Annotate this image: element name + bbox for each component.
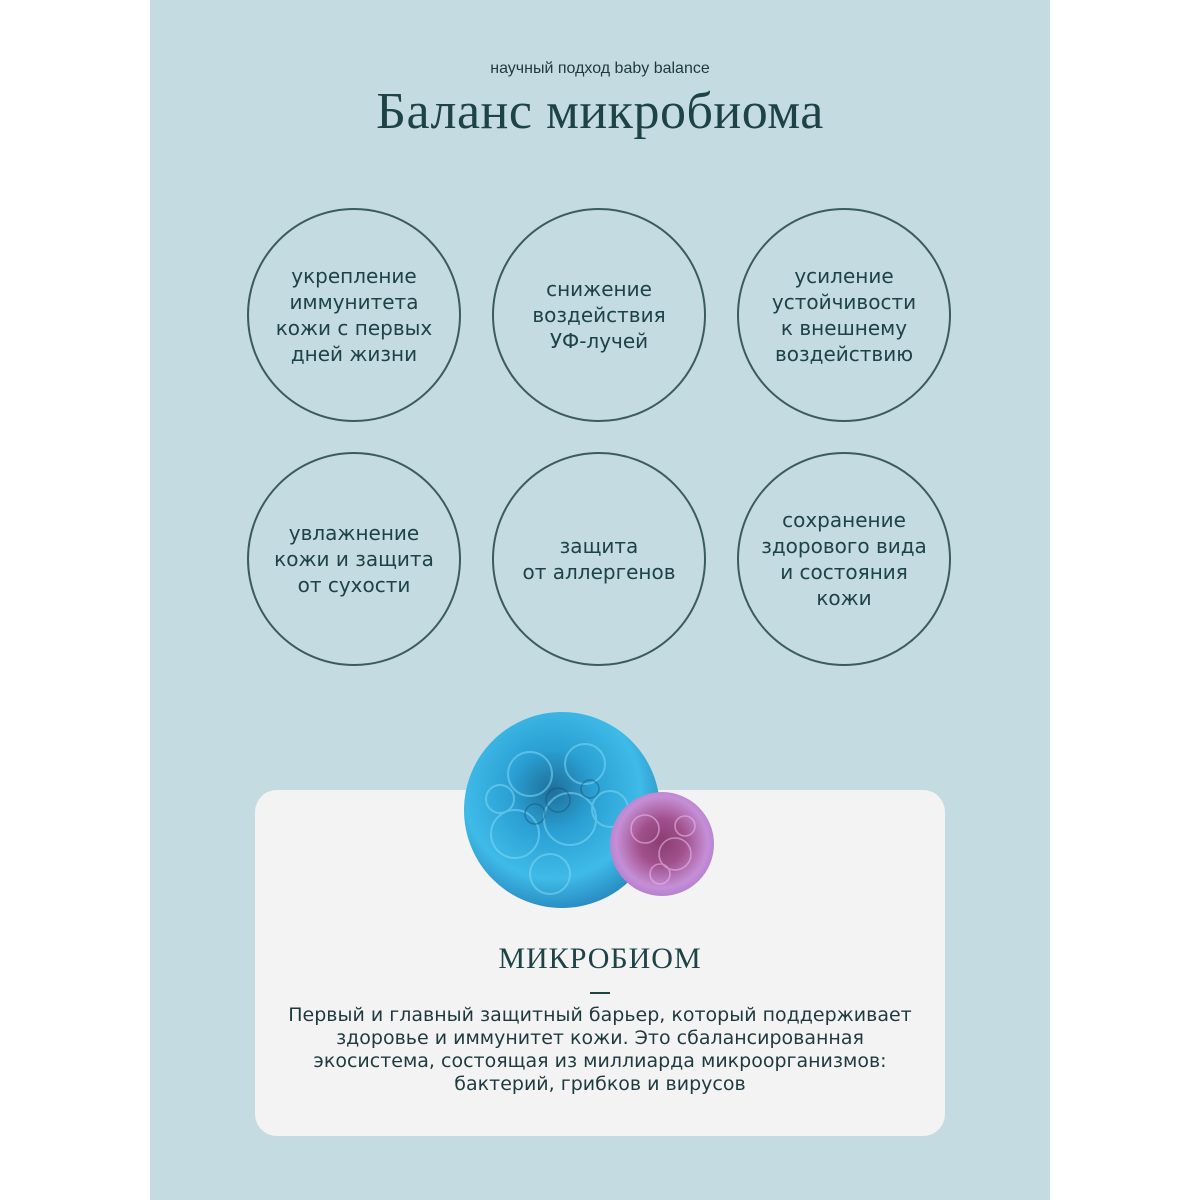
benefit-circle-moisture [247, 452, 461, 666]
benefit-circle-resistance [737, 208, 951, 422]
benefit-label: укрепление иммунитета кожи с первых дней жизни [275, 264, 433, 366]
benefit-circle-allergens [492, 452, 706, 666]
benefit-circle-uv [492, 208, 706, 422]
microbiome-illustration [460, 704, 720, 924]
benefit-label: снижение воздействия УФ-лучей [532, 277, 666, 353]
page-title: Баланс микробиома [376, 83, 824, 140]
benefit-label: усиление устойчивости к внешнему воздействию [771, 264, 917, 366]
benefit-label: увлажнение кожи и защита от сухости [274, 521, 434, 597]
kicker-text: научный подход baby balance [490, 60, 710, 77]
card-description: Первый и главный защитный барьер, который поддерживает здоровье и иммунитет кожи. Это сбалансированная экосистема, состоящая из миллиарда микроорганизмов: бактерий, грибков и вирусов [288, 1004, 912, 1095]
benefit-circle-healthy-skin [737, 452, 951, 666]
benefit-label: защита от аллергенов [522, 534, 676, 584]
card-divider [590, 992, 610, 994]
benefit-label: сохранение здорового вида и состояния кожи [761, 508, 927, 610]
benefit-circle-immunity [247, 208, 461, 422]
card-title: МИКРОБИОМ [498, 942, 702, 975]
content-panel [150, 0, 1050, 1200]
